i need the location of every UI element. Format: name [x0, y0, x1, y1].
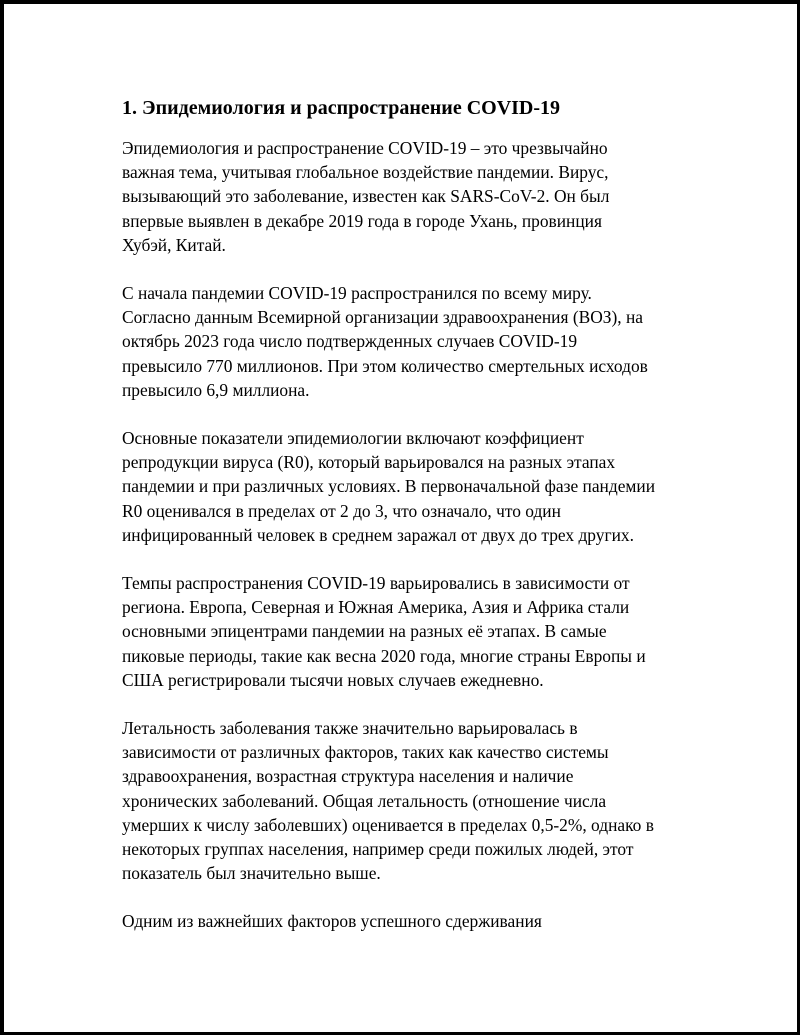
text-line: важная тема, учитывая глобальное воздействие пандемии. Вирус,	[122, 162, 609, 183]
text-line: зависимости от различных факторов, таких как качество системы	[122, 742, 609, 763]
paragraph	[122, 281, 702, 402]
text-line: Основные показатели эпидемиологии включают коэффициент	[122, 428, 584, 449]
text-line: вызывающий это заболевание, известен как SARS-CoV-2. Он был	[122, 186, 610, 207]
text-line: октябрь 2023 года число подтвержденных случаев COVID-19	[122, 331, 578, 352]
paragraph	[122, 426, 702, 547]
text-line: некоторых группах населения, например среди пожилых людей, этот	[122, 839, 634, 860]
text-line: превысило 770 миллионов. При этом количество смертельных исходов	[122, 355, 648, 376]
text-line: инфицированный человек в среднем заражал от двух до трех других.	[122, 524, 634, 545]
text-line: основными эпицентрами пандемии на разных её этапах. В самые	[122, 621, 607, 642]
text-line: Хубэй, Китай.	[122, 234, 226, 255]
text-line: Эпидемиология и распространение COVID-19 – это чрезвычайно	[122, 138, 608, 158]
paragraph-list	[122, 136, 702, 934]
paragraph	[122, 716, 702, 885]
document-body	[122, 96, 702, 958]
text-line: умерших к числу заболевших) оценивается в пределах 0,5-2%, однако в	[122, 814, 654, 835]
section-heading: 1. Эпидемиология и распространение COVID-19	[122, 97, 561, 119]
text-line: региона. Европа, Северная и Южная Америка, Азия и Африка стали	[122, 597, 630, 618]
text-line: хронических заболеваний. Общая летальность (отношение числа	[122, 790, 607, 811]
text-line: Темпы распространения COVID-19 варьировались в зависимости от	[122, 573, 630, 594]
paragraph	[122, 571, 702, 692]
text-line: Одним из важнейших факторов успешного сдерживания	[122, 911, 542, 932]
text-line: показатель был значительно выше.	[122, 863, 381, 884]
text-line: С начала пандемии COVID-19 распространился по всему миру.	[122, 283, 592, 304]
text-line: впервые выявлен в декабре 2019 года в городе Ухань, провинция	[122, 210, 602, 231]
paragraph	[122, 136, 702, 257]
text-line: пандемии и при различных условиях. В первоначальной фазе пандемии	[122, 476, 656, 497]
text-line: Летальность заболевания также значительно варьировалась в	[122, 718, 578, 739]
text-line: превысило 6,9 миллиона.	[122, 379, 310, 400]
text-line: Согласно данным Всемирной организации здравоохранения (ВОЗ), на	[122, 307, 643, 328]
text-line: здравоохранения, возрастная структура населения и наличие	[122, 766, 574, 787]
text-line: пиковые периоды, такие как весна 2020 года, многие страны Европы и	[122, 645, 646, 666]
text-line: R0 оценивался в пределах от 2 до 3, что означало, что один	[122, 500, 561, 521]
paragraph	[122, 909, 702, 933]
text-line: США регистрировали тысячи новых случаев ежедневно.	[122, 669, 544, 690]
text-line: репродукции вируса (R0), который варьировался на разных этапах	[122, 452, 616, 473]
